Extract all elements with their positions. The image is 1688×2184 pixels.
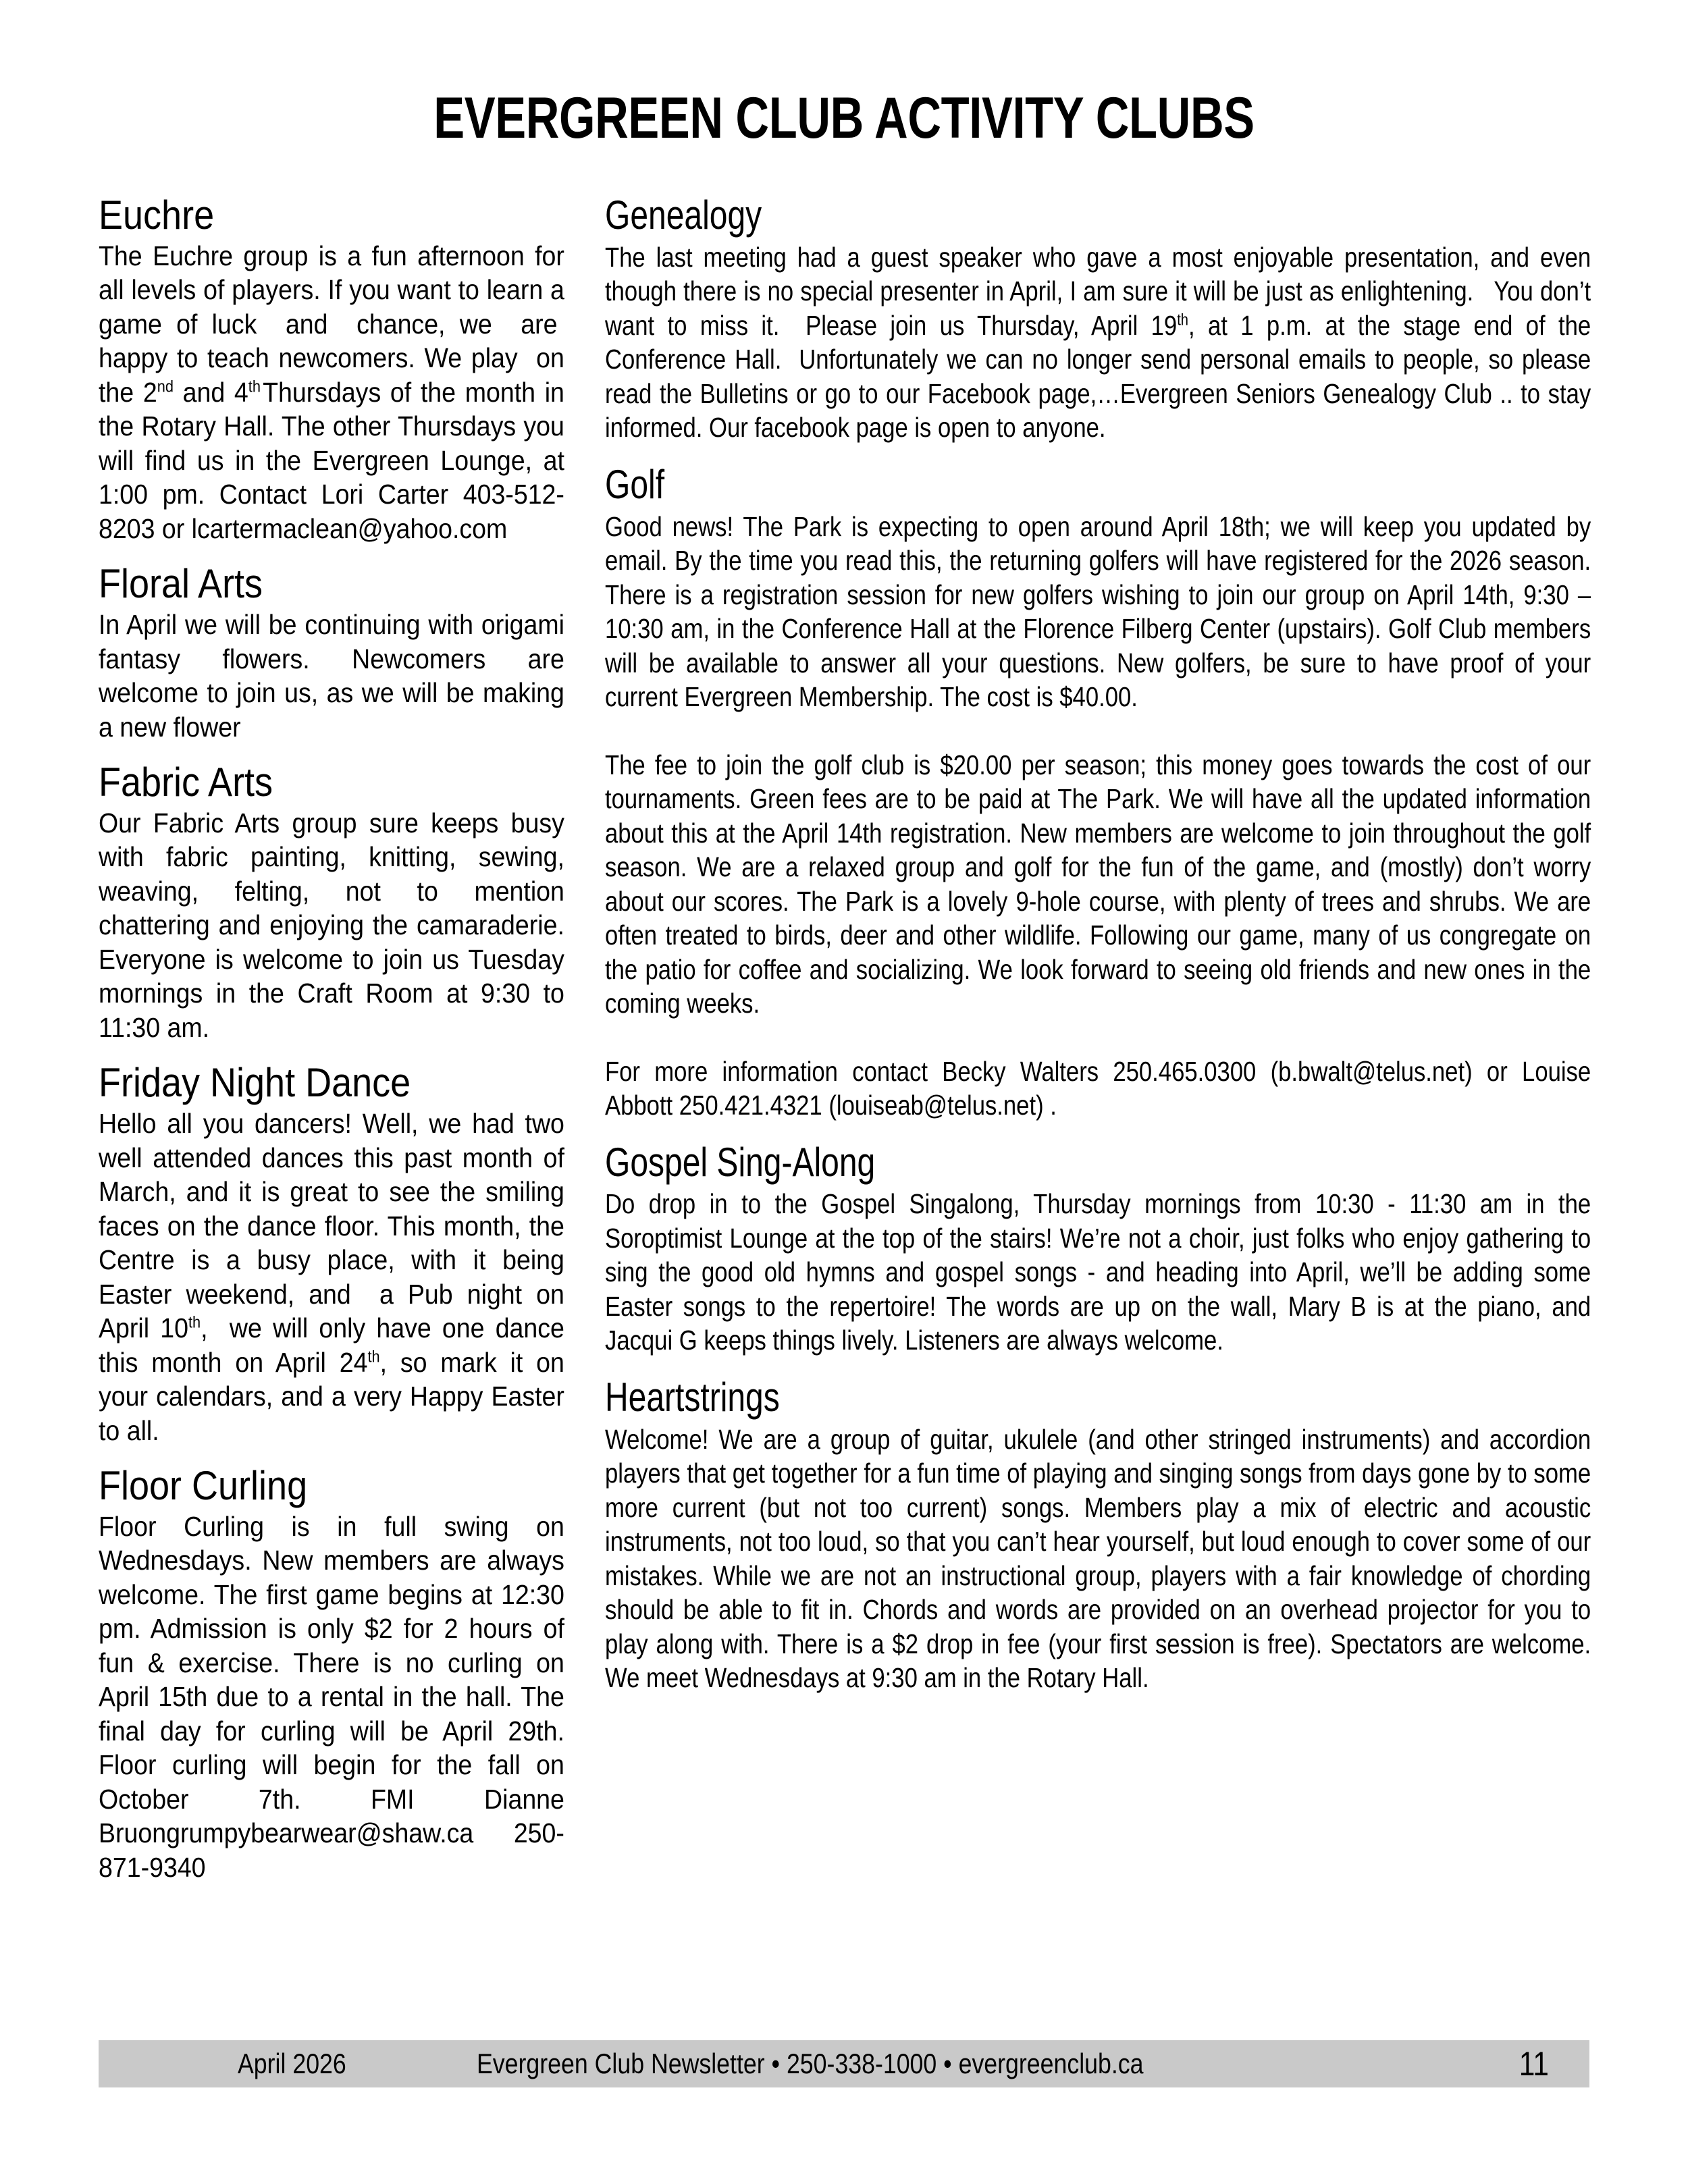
section-body-gospel-sing-along: Do drop in to the Gospel Singalong, Thursday mornings from 10:30 - 11:30 am in the Soroptimist Lounge at the top of the stairs! We’re not a choir, just folks who enjoy gathering to sing the good old hymns and gospel songs - and heading into April, we’ll be adding some Easter songs to the repertoire! The words are up on the wall, Mary B is at the piano, and Jacqui G keeps things lively. Listeners are always welcome. — [605, 1188, 1591, 1356]
right-column — [605, 194, 1591, 1695]
section-body-floral-arts: In April we will be continuing with origami fantasy flowers. Newcomers are welcome to join us, as we will be making a new flower — [99, 609, 564, 743]
footer-content — [99, 2040, 1589, 2087]
section-heading-genealogy: Genealogy — [605, 192, 762, 238]
footer-page-number: 11 — [1519, 2045, 1549, 2083]
section-body-genealogy: The last meeting had a guest speaker who gave a most enjoyable presentation, and even though there is no special presenter in April, I am sure it will be just as enlightening. You don’t want to miss it. Please join us Thursday, April 19th, at 1 p.m. at the stage end of the Conference Hall. Unfortunately we can no longer send personal emails to people, so please read the Bulletins or go to our Facebook page,…Evergreen Seniors Genealogy Club .. to stay informed. Our facebook page is open to anyone. — [605, 241, 1591, 444]
left-column — [99, 194, 564, 1884]
footer-bar — [99, 2040, 1589, 2087]
section-heading-friday-night-dance: Friday Night Dance — [99, 1060, 411, 1106]
section-heading-floor-curling: Floor Curling — [99, 1463, 308, 1509]
section-body-euchre: The Euchre group is a fun afternoon for all levels of players. If you want to learn a game of luck and chance, we are happy to teach newcomers. We play on the 2nd and 4th Thursdays of the month in the Rotary Hall. The other Thursdays you will find us in the Evergreen Lounge, at 1:00 pm. Contact Lori Carter 403-512-8203 or lcartermaclean@yahoo.com — [99, 240, 564, 544]
section-body-heartstrings: Welcome! We are a group of guitar, ukulele (and other stringed instruments) and accordion players that get together for a fun time of playing and singing songs from days gone by to some more current (but not too current) songs. Members play a mix of electric and acoustic instruments, not too loud, so that you can’t hear yourself, but loud enough to cover some of our mistakes. While we are not an instructional group, players with a fair knowledge of chording should be able to fit in. Chords and words are provided on an overhead projector for you to play along with. There is a $2 drop in fee (your first session is free). Spectators are welcome. We meet Wednesdays at 9:30 am in the Rotary Hall. — [605, 1423, 1591, 1694]
section-body-fabric-arts: Our Fabric Arts group sure keeps busy with fabric painting, knitting, sewing, weaving, felting, not to mention chattering and enjoying the camaraderie. Everyone is welcome to join us Tuesday mornings in the Craft Room at 9:30 to 11:30 am. — [99, 807, 564, 1043]
section-heading-fabric-arts: Fabric Arts — [99, 760, 273, 805]
section-body-floor-curling: Floor Curling is in full swing on Wednesdays. New members are always welcome. The first game begins at 12:30 pm. Admission is only $2 for 2 hours of fun & exercise. There is no curling on April 15th due to a rental in the hall. The final day for curling will be April 29th. Floor curling will begin for the fall on October 7th. FMI Dianne Bruongrumpybearwear@shaw.ca 250-871-9340 — [99, 1510, 564, 1883]
section-heading-gospel-sing-along: Gospel Sing-Along — [605, 1139, 876, 1185]
page-title: EVERGREEN CLUB ACTIVITY CLUBS — [433, 86, 1255, 151]
section-heading-golf: Golf — [605, 461, 665, 507]
section-body-golf-2: The fee to join the golf club is $20.00 per season; this money goes towards the cost of our tournaments. Green fees are to be paid at The Park. We will have all the updated information about this at the April 14th registration. New members are welcome to join throughout the golf season. We are a relaxed group and golf for the fun of the game, and (mostly) don’t worry about our scores. The Park is a lovely 9-hole course, with plenty of trees and shrubs. We are often treated to birds, deer and other wildlife. Following our game, many of us congregate on the patio for coffee and socializing. We look forward to seeing old friends and new ones in the coming weeks. — [605, 749, 1591, 1019]
section-heading-floral-arts: Floral Arts — [99, 561, 263, 607]
section-heading-heartstrings: Heartstrings — [605, 1374, 780, 1420]
section-body-golf-1: Good news! The Park is expecting to open around April 18th; we will keep you updated by email. By the time you read this, the returning golfers will have registered for the 2026 season. There is a registration session for new golfers wishing to join our group on April 14th, 9:30 – 10:30 am, in the Conference Hall at the Florence Filberg Center (upstairs). Golf Club members will be available to answer all your questions. New golfers, be sure to have proof of your current Evergreen Membership. The cost is $40.00. — [605, 510, 1591, 713]
section-body-golf-contact: For more information contact Becky Walters 250.465.0300 (b.bwalt@telus.net) or Louise Abbott 250.421.4321 (louiseab@telus.net) . — [605, 1055, 1591, 1121]
footer-publication-info: Evergreen Club Newsletter • 250-338-1000 • evergreenclub.ca — [477, 2048, 1144, 2079]
section-body-friday-night-dance: Hello all you dancers! Well, we had two well attended dances this past month of March, and it is great to see the smiling faces on the dance floor. This month, the Centre is a busy place, with it being Easter weekend, and a Pub night on April 10th, we will only have one dance this month on April 24th, so mark it on your calendars, and a very Happy Easter to all. — [99, 1108, 564, 1446]
section-heading-euchre: Euchre — [99, 192, 215, 238]
footer-month: April 2026 — [238, 2048, 346, 2079]
